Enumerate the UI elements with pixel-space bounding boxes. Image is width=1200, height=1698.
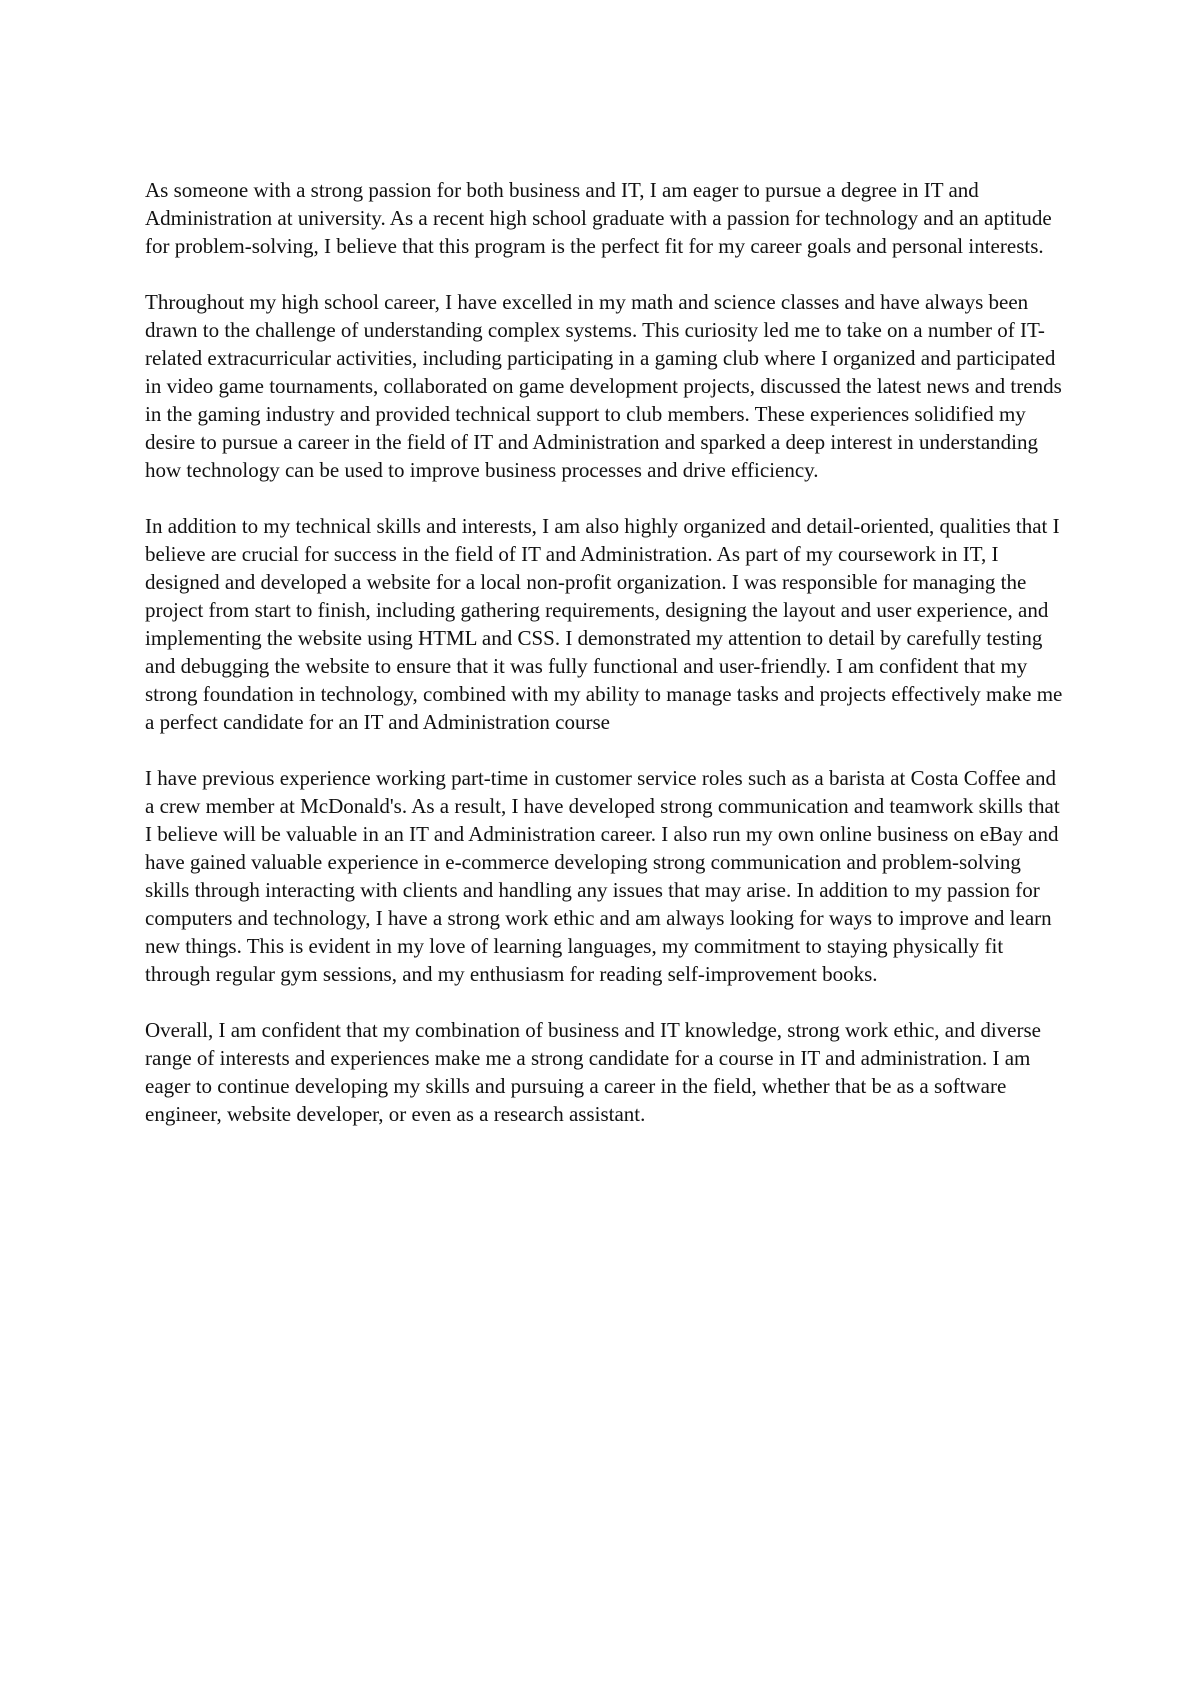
paragraph-technical-skills: In addition to my technical skills and interests, I am also highly organized and detail-oriented, qualities that I believe are crucial for success in the field of IT and Administration. As part of my coursework in IT, I designed and developed a website for a local non-profit organization. I was responsible for managing the project from start to finish, including gathering requirements, designing the layout and user experience, and implementing the website using HTML and CSS. I demonstrated my attention to detail by carefully testing and debugging the website to ensure that it was fully functional and user-friendly. I am confident that my strong foundation in technology, combined with my ability to manage tasks and projects effectively make me a perfect candidate for an IT and Administration course <box>145 514 1063 734</box>
paragraph-conclusion: Overall, I am confident that my combination of business and IT knowledge, strong work ethic, and diverse range of interests and experiences make me a strong candidate for a course in IT and administration. I am eager to continue developing my skills and pursuing a career in the field, whether that be as a software engineer, website developer, or even as a research assistant. <box>145 1018 1041 1126</box>
paragraph-intro: As someone with a strong passion for both business and IT, I am eager to pursue a degree in IT and Administration at university. As a recent high school graduate with a passion for technology and an aptitude for problem-solving, I believe that this program is the perfect fit for my career goals and personal interests. <box>145 178 1052 258</box>
paragraph-high-school: Throughout my high school career, I have excelled in my math and science classes and have always been drawn to the challenge of understanding complex systems. This curiosity led me to take on a number of IT-related extracurricular activities, including participating in a gaming club where I organized and participated in video game tournaments, collaborated on game development projects, discussed the latest news and trends in the gaming industry and provided technical support to club members. These experiences solidified my desire to pursue a career in the field of IT and Administration and sparked a deep interest in understanding how technology can be used to improve business processes and drive efficiency. <box>145 290 1062 482</box>
document-body <box>145 176 1065 1156</box>
paragraph-work-experience: I have previous experience working part-time in customer service roles such as a barista at Costa Coffee and a crew member at McDonald's. As a result, I have developed strong communication and teamwork skills that I believe will be valuable in an IT and Administration career. I also run my own online business on eBay and have gained valuable experience in e-commerce developing strong communication and problem-solving skills through interacting with clients and handling any issues that may arise. In addition to my passion for computers and technology, I have a strong work ethic and am always looking for ways to improve and learn new things. This is evident in my love of learning languages, my commitment to staying physically fit through regular gym sessions, and my enthusiasm for reading self-improvement books. <box>145 766 1060 986</box>
